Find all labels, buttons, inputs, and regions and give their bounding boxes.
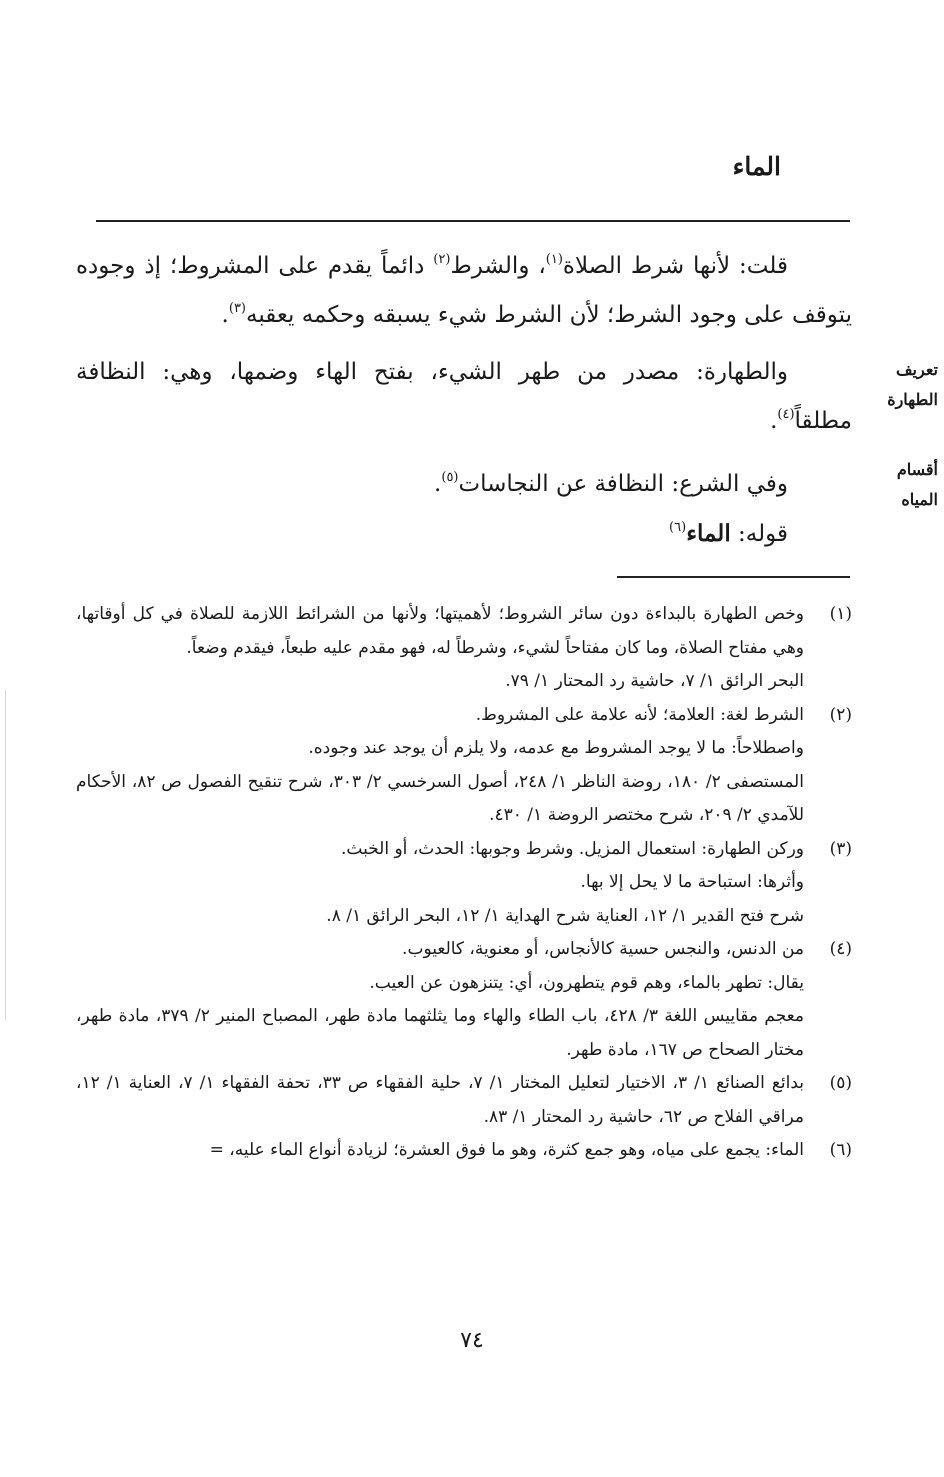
footnote-3 [76, 833, 852, 934]
footnote-number: (٣) [829, 838, 852, 859]
footnote-line: وأثرها: استباحة ما لا يحل إلا بها. [580, 872, 804, 892]
footnote-line: الماء: يجمع على مياه، وهو جمع كثرة، وهو ما فوق العشرة؛ لزيادة أنواع الماء عليه، = [209, 1140, 804, 1160]
margin-note-taharah-definition: تعريف الطهارة [887, 360, 938, 409]
main-text [76, 242, 852, 559]
footnote-line: واصطلاحاً: ما لا يوجد المشروط مع عدمه، ولا يلزم أن يوجد عند وجوده. [308, 738, 804, 758]
footnote-line: المستصفى ٢/ ١٨٠، روضة الناظر ١/ ٢٤٨، أصول السرخسي ٢/ ٣٠٣، شرح تنقيح الفصول ص ٨٢، الأحكام للآمدي ٢/ ٢٠٩، شرح مختصر الروضة ١/ ٤٣٠. [76, 771, 804, 825]
main-paragraph-2: والطهارة: مصدر من طهر الشيء، بفتح الهاء وضمها، وهي: النظافة مطلقاً$^{(٤)}$. [76, 359, 852, 434]
main-paragraph-3: وفي الشرع: النظافة عن النجاسات$^{(٥)}$. [434, 470, 788, 497]
footnote-number: (٢) [829, 704, 852, 725]
footnote-line: الشرط لغة: العلامة؛ لأنه علامة على المشروط. [475, 704, 804, 725]
footnote-2 [76, 699, 852, 833]
footnote-line: وخص الطهارة بالبداءة دون سائر الشروط؛ لأهميتها؛ ولأنها من الشرائط اللازمة للصلاة في كل أوقاتها، وهي مفتاح الصلاة، وما كان مفتاحاً لشيء، وشرطاً له، فهو مقدم عليه طبعاً، فيقدم وضعاً. [76, 604, 804, 658]
footnote-ref-4[interactable]: (٤) [777, 407, 795, 422]
header-rule [96, 220, 850, 222]
footnote-ref-5[interactable]: (٥) [441, 470, 459, 485]
footnote-ref-3[interactable]: (٣) [228, 301, 246, 316]
footnote-body [76, 1067, 804, 1134]
footnote-number: (٥) [829, 1073, 852, 1093]
running-header-title: الماء [732, 152, 781, 181]
footnote-ref-2[interactable]: (٢) [433, 252, 451, 267]
quoted-term: الماء [686, 520, 731, 547]
footnote-line: وركن الطهارة: استعمال المزيل. وشرط وجوبها: الحدث، أو الخبث. [340, 838, 804, 859]
footnote-ref-1[interactable]: (١) [545, 252, 563, 267]
footnote-body [76, 699, 804, 833]
margin-note-water-types: أقسام المياه [896, 460, 938, 509]
footnote-body [76, 1134, 804, 1168]
footnote-ref-6[interactable]: (٦) [669, 520, 687, 535]
footnote-6 [76, 1134, 852, 1168]
footnote-line: شرح فتح القدير ١/ ١٢، العناية شرح الهداية ١/ ١٢، البحر الرائق ١/ ٨. [326, 905, 804, 926]
footnote-line: يقال: تطهر بالماء، وهم قوم يتطهرون، أي: يتنزهون عن العيب. [369, 972, 804, 993]
page-number: ٧٤ [460, 1328, 484, 1353]
footnote-body [76, 833, 804, 934]
footnotes [76, 598, 852, 1168]
scan-gutter-line [5, 690, 6, 1020]
footnote-body [76, 933, 804, 1067]
footnote-body [76, 598, 804, 699]
main-paragraph-1: قلت: لأنها شرط الصلاة$^{(١)}$، والشرط$^{(٢)}$ دائماً يقدم على المشروط؛ إذ وجوده يتوقف على وجود الشرط؛ لأن الشرط شيء يسبقه وحكمه يعقبه$^{(٣)}$. [76, 252, 852, 328]
main-paragraph-4: قوله: الماء$^{(٦)}$ [669, 520, 788, 547]
footnote-line: البحر الرائق ١/ ٧، حاشية رد المحتار ١/ ٧٩. [505, 671, 804, 691]
footnote-line: معجم مقاييس اللغة ٣/ ٤٢٨، باب الطاء والهاء وما يثلثهما مادة طهر، المصباح المنير ٢/ ٣٧٩، مادة طهر، مختار الصحاح ص ١٦٧، مادة طهر. [76, 1006, 804, 1060]
footnote-number: (٦) [829, 1140, 852, 1160]
footnote-1 [76, 598, 852, 699]
footnote-number: (١) [829, 604, 852, 624]
footnote-5 [76, 1067, 852, 1134]
footnote-separator [617, 576, 850, 578]
footnote-line: بدائع الصنائع ١/ ٣، الاختيار لتعليل المختار ١/ ٧، حلية الفقهاء ص ٣٣، تحفة الفقهاء ١/ ٧، العناية ١/ ١٢، مراقي الفلاح ص ٦٢، حاشية رد المحتار ١/ ٨٣. [76, 1073, 804, 1127]
footnote-number: (٤) [829, 939, 852, 959]
footnote-line: من الدنس، والنجس حسية كالأنجاس، أو معنوية، كالعيوب. [402, 939, 804, 959]
footnote-4 [76, 933, 852, 1067]
